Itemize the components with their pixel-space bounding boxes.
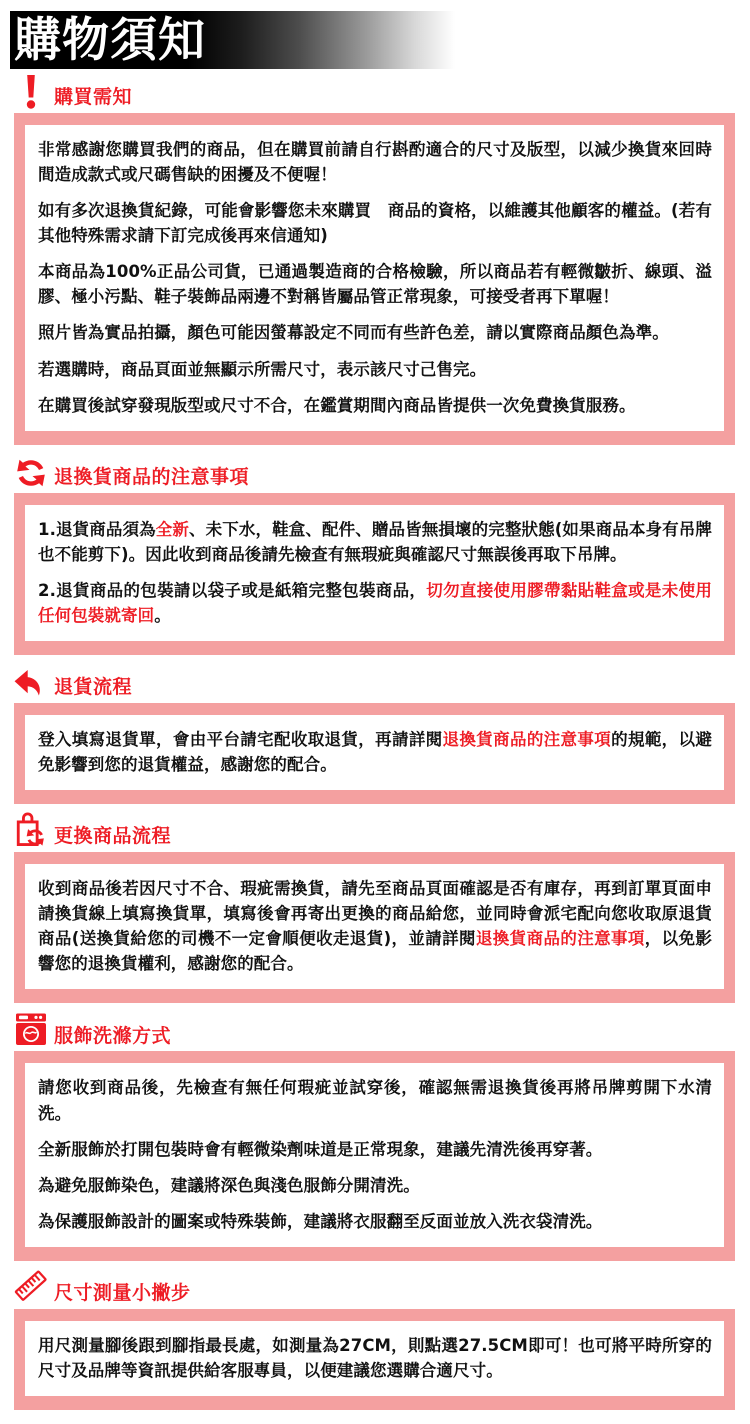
page-title: 購物須知: [14, 12, 206, 68]
paragraph: [38, 357, 712, 382]
section-title: 尺寸測量小撇步: [54, 1281, 191, 1304]
body-text: 1.退貨商品須為: [38, 519, 156, 539]
body-text: 非常感謝您購買我們的商品，但在購買前請自行斟酌適合的尺寸及版型，以減少換貨來回時間造成款式或尺碼售缺的困擾及不便喔！: [38, 140, 712, 185]
emphasis-text: 切勿直接使用膠帶黏貼鞋盒或是未使用任何包裝就寄回: [38, 580, 712, 625]
section-title: 退貨流程: [54, 676, 133, 699]
body-text: 在購買後試穿發現版型或尺寸不合，在鑑賞期間內商品皆提供一次免費換貨服務。: [38, 395, 636, 415]
section-1: [0, 75, 750, 445]
body-text: 若選購時，商品頁面並無顯示所需尺寸，表示該尺寸己售完。: [38, 359, 487, 379]
paragraph: [38, 1333, 712, 1383]
body-text: 照片皆為實品拍攝，顏色可能因螢幕設定不同而有些許色差，請以實際商品顏色為準。: [38, 323, 669, 343]
paragraph: [38, 259, 712, 309]
body-text: 為避免服飾染色，建議將深色與淺色服飾分開清洗。: [38, 1175, 420, 1195]
section-panel-content: [25, 715, 724, 790]
body-text: ，以免影響您的退換貨權利，感謝您的配合。: [38, 929, 712, 974]
section-title: 服飾洗滌方式: [54, 1024, 172, 1047]
section-panel: [14, 852, 735, 1003]
body-text: 本商品為100%正品公司貨，已通過製造商的合格檢驗，所以商品若有輕微皺折、線頭、溢膠、極小污點、鞋子裝飾品兩邊不對稱皆屬品管正常現象，可接受者再下單喔！: [38, 262, 712, 307]
section-header: [0, 814, 750, 848]
section-panel: [14, 113, 735, 445]
section-panel-content: [25, 1321, 724, 1396]
section-header: [0, 455, 750, 489]
emphasis-text: 全新: [155, 519, 189, 539]
paragraph: [38, 1075, 712, 1125]
emphasis-text: 退換貨商品的注意事項: [475, 929, 645, 949]
section-header: [0, 1013, 750, 1047]
section-panel-content: [25, 505, 724, 641]
section-header: [0, 1271, 750, 1305]
paragraph: [38, 876, 712, 976]
section-panel: [14, 1051, 735, 1260]
exchange-arrows-icon: [14, 455, 48, 489]
shopping-notice-page: [0, 11, 750, 1424]
section-3: [0, 665, 750, 804]
section-header: [0, 665, 750, 699]
section-4: [0, 814, 750, 1003]
sections-container: [0, 75, 750, 1410]
body-text: 。: [154, 605, 171, 625]
section-5: [0, 1013, 750, 1260]
section-panel: [14, 493, 735, 655]
exclamation-icon: [14, 75, 48, 109]
paragraph: [38, 393, 712, 418]
body-text: 的規範，以避免影響到您的退貨權益，感謝您的配合。: [38, 730, 712, 775]
paragraph: [38, 517, 712, 567]
section-title: 購買需知: [54, 86, 133, 109]
section-title: 退換貨商品的注意事項: [54, 465, 250, 488]
paragraph: [38, 1137, 712, 1162]
paragraph: [38, 320, 712, 345]
paragraph: [38, 578, 712, 628]
body-text: 全新服飾於打開包裝時會有輕微染劑味道是正常現象，建議先清洗後再穿著。: [38, 1139, 603, 1159]
section-panel-content: [25, 864, 724, 989]
section-title: 更換商品流程: [54, 825, 172, 848]
page-title-bar: [10, 11, 455, 69]
paragraph: [38, 727, 712, 777]
body-text: 2.退貨商品的包裝請以袋子或是紙箱完整包裝商品，: [38, 580, 427, 600]
section-panel: [14, 1309, 735, 1410]
shopping-bag-exchange-icon: [14, 814, 48, 848]
section-header: [0, 75, 750, 109]
body-text: 用尺測量腳後跟到腳指最長處，如測量為27CM，則點選27.5CM即可！也可將平時所穿的尺寸及品牌等資訊提供給客服專員，以便建議您選購合適尺寸。: [38, 1335, 712, 1380]
ruler-icon: [14, 1271, 48, 1305]
paragraph: [38, 137, 712, 187]
paragraph: [38, 1173, 712, 1198]
washing-machine-icon: [14, 1013, 48, 1047]
emphasis-text: 退換貨商品的注意事項: [442, 730, 612, 750]
body-text: 為保護服飾設計的圖案或特殊裝飾，建議將衣服翻至反面並放入洗衣袋清洗。: [38, 1211, 603, 1231]
body-text: 、未下水，鞋盒、配件、贈品皆無損壞的完整狀態(如果商品本身有吊牌也不能剪下)。因此收到商品後請先檢查有無瑕疵與確認尺寸無誤後再取下吊牌。: [38, 519, 712, 564]
body-text: 收到商品後若因尺寸不合、瑕疵需換貨，請先至商品頁面確認是否有庫存，再到訂單頁面申請換貨線上填寫換貨單，填寫後會再寄出更換的商品給您，並同時會派宅配向您收取原退貨商品(送換貨給您的司機不一定會順便收走退貨)，並請詳閱: [38, 879, 712, 949]
section-panel-content: [25, 1063, 724, 1246]
return-arrow-icon: [14, 665, 48, 699]
body-text: 登入填寫退貨單，會由平台請宅配收取退貨，再請詳閱: [38, 730, 443, 750]
paragraph: [38, 198, 712, 248]
section-panel: [14, 703, 735, 804]
section-panel-content: [25, 125, 724, 431]
body-text: 請您收到商品後，先檢查有無任何瑕疵並試穿後，確認無需退換貨後再將吊牌剪開下水清洗。: [38, 1078, 712, 1123]
body-text: 如有多次退換貨紀錄，可能會影響您未來購買 商品的資格，以維護其他顧客的權益。(若有其他特殊需求請下訂完成後再來信通知): [38, 201, 712, 246]
paragraph: [38, 1209, 712, 1234]
section-2: [0, 455, 750, 655]
section-6: [0, 1271, 750, 1410]
